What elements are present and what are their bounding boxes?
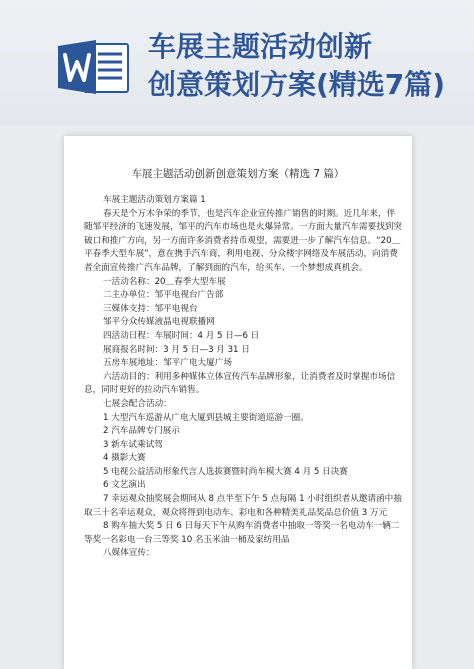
document-page [64, 136, 412, 669]
document-paragraph: 6 文艺演出 [103, 480, 146, 491]
document-paragraph: 三媒体支持：邹平电视台 [103, 303, 198, 314]
document-paragraph: 5 电视公益活动形象代言人选拔赛暨时尚车模大赛 4 月 5 日决赛 [103, 466, 348, 477]
banner [0, 0, 474, 125]
document-paragraph: 车展主题活动策划方案篇 1 [103, 195, 206, 205]
document-title: 车展主题活动创新创意策划方案（精选 7 篇） [131, 168, 345, 180]
document-paragraph: 8 购车抽大奖 5 日 6 日每天下午从购车消费者中抽取一等奖一名电动车一辆二等奖一名彩电一台三等奖 10 名玉米油一桶及家纺用品 [84, 521, 400, 545]
document-paragraph: 五房车展地址：邹平广电大厦广场 [103, 358, 232, 369]
document-paragraph: 展商报名时间：3 月 5 日—3 月 31 日 [103, 344, 250, 355]
document-paragraph: 3 新车试乘试驾 [103, 439, 163, 450]
banner-title [148, 28, 474, 104]
document-paragraph: 7 幸运观众抽奖展会期间从 8 点半至下午 5 点每隔 1 小时组织者从邀请函中抽取三十名幸运观众，观众将得到电动车、彩电和各种精美礼品奖品总价值 3 万元 [84, 494, 402, 518]
document-paragraph: 二主办单位：邹平电视台广告部 [103, 290, 224, 301]
document-body [84, 194, 402, 561]
document-paragraph: 七展会配合活动： [103, 398, 172, 409]
document-paragraph: 八媒体宣传： [103, 548, 155, 559]
document-paragraph: 2 汽车品牌专门展示 [103, 426, 180, 437]
document-paragraph: 六活动目的：利用多种媒体立体宣传汽车品牌形象，让消费者及时掌握市场信息，同时更好的拉动汽车销售。 [84, 371, 396, 396]
document-paragraph: 一活动名称：20＿春季大型车展 [103, 276, 226, 287]
word-document-icon [58, 38, 130, 96]
document-paragraph: 春天是个万木争荣的季节，也是汽车企业宣传推广销售的时期。近几年来，伴随邹平经济的飞速发展，邹平的汽车市场也是火爆异常。一方面大量汽车需要找到突破口和推广方向，另一方面许多消费者持币观望，需要进一步了解汽车信息。“20＿平春季大型车展”，意在携手汽车商，利用电视、分众楼宇网络及车展活动，向消费者全面宣传推广汽车品牌，了解到面的汽车，给买车、一个梦想成真机会。 [84, 208, 402, 273]
banner-title-line-1: 车展主题活动创新 [148, 30, 373, 63]
document-paragraph: 1 大型汽车巡游从广电大厦到县城主要街道巡游一圈。 [103, 412, 309, 423]
document-paragraph: 邹平分众传媒液晶电视联播网 [103, 317, 215, 328]
document-paragraph: 4 摄影大赛 [103, 453, 146, 464]
banner-title-line-2: 创意策划方案(精选7篇) [148, 68, 446, 101]
document-paragraph: 四活动日程：车展时间：4 月 5 日—6 日 [103, 330, 260, 341]
